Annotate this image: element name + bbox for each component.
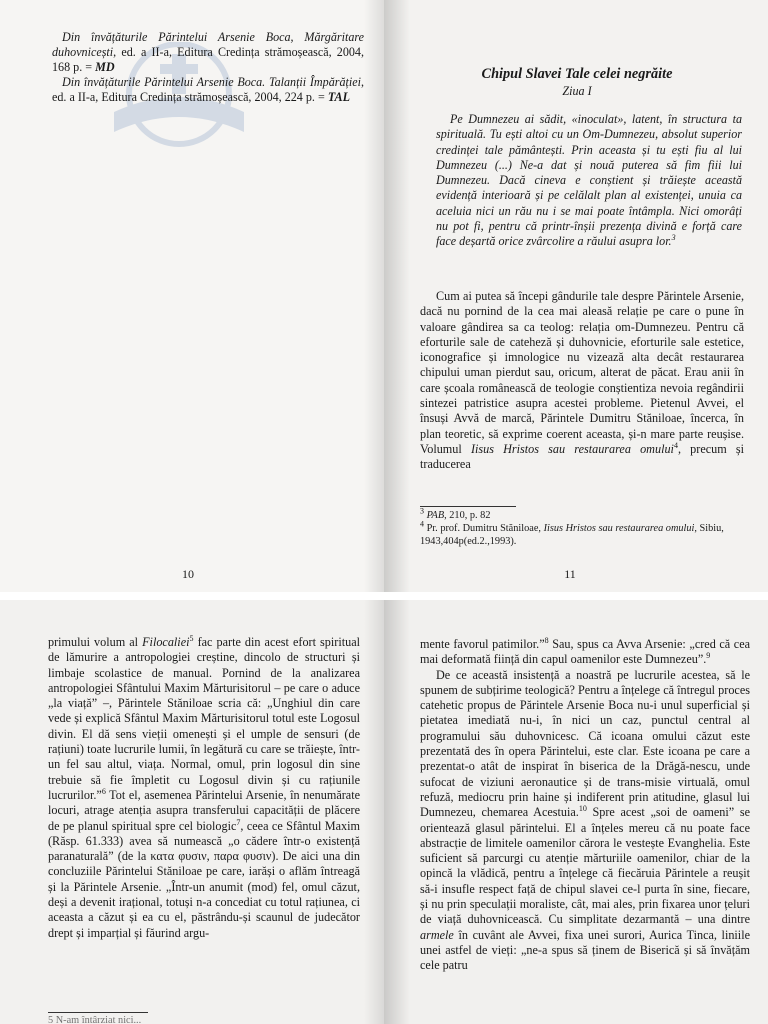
page-11: [384, 0, 768, 592]
footnote: $^3$ PAB, 210, p. 82: [420, 506, 491, 521]
page-12: [0, 600, 384, 1024]
chapter-subtitle: Ziua I: [562, 84, 592, 98]
epigraph: Pe Dumnezeu ai sădit, «inoculat», latent, în structura ta spirituală. Tu ești altoi cu un Om-Dumnezeu, absolut superior credinței tale pământești. Prin aceasta și tu ești fiu al lui Dumnezeu (...) Ne-a dat și nouă puterea să fim fiii lui Dumnezeu. Dacă cineva e conștient și trăiește această evidență interioară și pe celălalt plan al existenței, unuia ca aceluia nici un rău nu i se mai poate întâmpla. Nici omorâți nu pot fi, pentru că printr-înșii prezența divină e forță care face deșartă orice zvârcolire a răului asupra lor.$^3$: [436, 112, 742, 249]
page-13: [384, 600, 768, 1024]
abbreviation-list: [52, 30, 364, 105]
page-10: [0, 0, 384, 592]
abbreviation-entry: Din învățăturile Părintelui Arsenie Boca, Mărgăritare duhovnicești, ed. a II-a, Editura Credința strămoșească, 2004, 168 p. = MD: [52, 30, 364, 74]
abbreviation-entry: Din învățăturile Părintelui Arsenie Boca. Talanții Împărăției, ed. a II-a, Editura Credința strămoșească, 2004, 224 p. = TAL: [52, 75, 364, 104]
page-number: 11: [564, 567, 576, 581]
page-number: 10: [182, 567, 194, 581]
body-text: primului volum al Filocaliei$^5$ fac parte din acest efort spiritual de lămurire a antropologiei creștine, dincolo de structuri și limbaje scolastice de manual. Pornind de la analizarea antropologiei Sfântului Maxim Mărturisitorul – pe care o aduce „la viață” –, Părintele Stăniloae scria că: „Unghiul din care vede și explică Sfântul Maxim Mărturisitorul totul este Logosul divin. El dă sens vieții omenești și el umple de sensuri (de rațiuni) toate lucrurile lumii, în legătură cu care se trăiește, într-un fel sau altul, viața. Normal, omul, prin logosul din sine trebuie să fie împletit cu Logosul divin și cu rațiunile lucrurilor.”$^6$ Tot el, asemenea Părintelui Arsenie, în nenumărate locuri, atrage atenția asupra transferului capacității de plăcere de pe planul spiritual spre cel biologic$^7$, ceea ce Sfântul Maxim (Răsp. 61.333) avea să numească „o cădere într-o existență paranaturală” (de la κατα φυσιν, παρα φυσιν). De aici una din concluziile Părintelui Stăniloae pe care, iarăși o aflăm întreagă și la Părintele Arsenie. „Într-un anumit (mod) fel, omul căzut, deși a devenit irațional, totuși n-a concediat cu totul rațiunea, ci aceasta a căzut și ea cu el, păstrându-și scaunul de judecător drept și imparțial și făurind argu-: [48, 633, 360, 940]
footnote-partial: 5 N-am întârziat nici...: [48, 1015, 142, 1024]
footnotes: [420, 506, 748, 548]
footnote: $^4$ Pr. prof. Dumitru Stăniloae, Iisus Hristos sau restaurarea omului, Sibiu, 1943,404p(ed.2.,1993).: [420, 519, 724, 547]
body-text: mente favorul patimilor.”$^8$ Sau, spus ca Avva Arsenie: „cred că cea mai deformată ființă din capul oamenilor este Dumnezeu”.$^9$ De ce această insistență a noastră pe lucrurile acestea, să le spunem de subțirime teologică? Pentru a înțelege că întregul proces catehetic propus de Părintele Arsenie Boca nu-i unul superficial și pietatea imediată nu-i, în nici un caz, punctul central al programului său duhovnicesc. Că icoana omului căzut este prezentată des în opera Părintelui, este clar. Este icoana pe care a prezentat-o atât de inspirat în biserica de la Drăgă-nescu, unde sufocat de viziuni aeronautice și de trans-misie virtuală, omul refuză, mediocru prin haine și indiferent prin atitudine, glasul lui Dumnezeu, chemarea Acestuia.$^{10}$ Spre acest „soi de oameni” se orientează glasul părintelui. El a înțeles mereu că nu poate face abstracție de limitele oamenilor cărora le vestește Evanghelia. Este suficient să parcurgi cu atenție mărturiile oamenilor, chiar de la opincă la vlădică, pentru a înțelege că fiecăruia Părintele a reușit să-i insufle respect față de chipul slavei ce-l purta în sine, fiecare, și nu prin speculații moraliste, cât, mai ales, prin fixarea unor țeluri de viață duhovnicească. Cu simplitate dezarmantă – una dintre armele în cuvânt ale Avvei, fixa unei surori, Aurica Tinca, liniile unei astfel de vieți: „ne-a spus să ținem de Biserică și să învățăm cele patru: [420, 635, 751, 973]
chapter-title: Chipul Slavei Tale celei negrăite: [481, 66, 673, 82]
body-text: Cum ai putea să începi gândurile tale despre Părintele Arsenie, dacă nu pornind de la cea mai aleasă relație pe care o pune în valoare gândirea sa ca teolog: relația om-Dumnezeu. Pentru că eforturile sale de cateheză și duhovnicie, eforturile sale estetice, iconografice și imnologice nu vizează alta decât restaurarea chipului uman pierdut sau, oricum, alterat de păcat. Erau anii în care școala românească de teologie conștientiza nevoia regândirii sintezei patristice asupra acestei probleme. Pietenul Avvei, el însuși Avvă de marcă, Părintele Dumitru Stăniloae, încerca, în plan teoretic, să exprime coerent aceasta, și-n mare parte reușise. Volumul Iisus Hristos sau restaurarea omului$^4$, precum și traducerea: [420, 289, 744, 472]
